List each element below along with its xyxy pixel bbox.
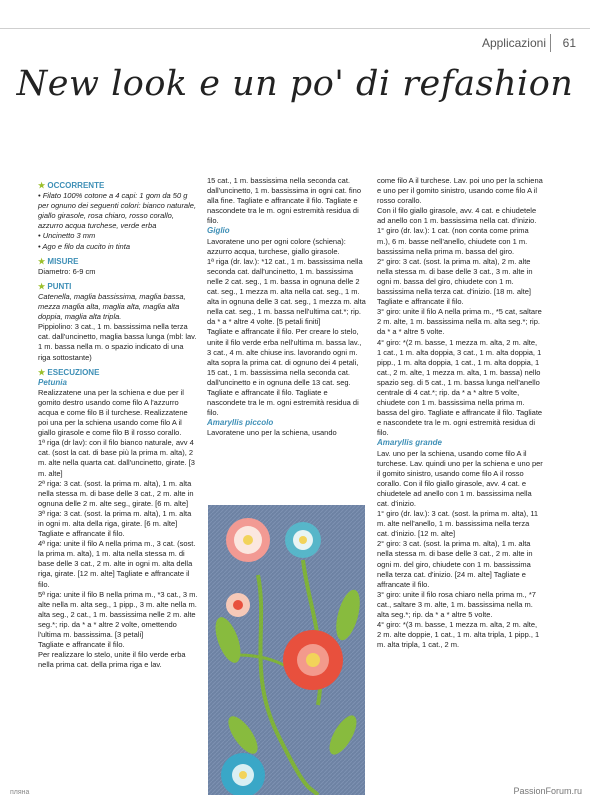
amaryllis-flower-icon [283, 630, 343, 690]
header-rule [0, 28, 590, 29]
paragraph: Lavoratene uno per ogni colore (schiena): azzurro acqua, turchese, giallo girasole. [207, 236, 346, 256]
column-3 [377, 176, 543, 650]
paragraph: 5ª riga: unite il filo B nella prima m., *3 cat., 3 m. alte nella m. alta seg., 1 pipp., 3 m. alte nella m. alta seg., 2 cat., 1 m. bassissima nelle 2 m. alte seg.*; rip. da * a * altre 2 volte, omettendo l'ultima m. bassissima. [3 petali] [38, 589, 198, 640]
paragraph: 1° giro (dr. lav.): 1 cat. (non conta come prima m.), 6 m. basse nell'anello, chiudete con 1 m. bassissima nella prima m. bassa del giro. [377, 226, 529, 256]
section-label: Applicazioni [481, 36, 546, 50]
footer-logo: пляна [10, 789, 30, 796]
header-separator [550, 34, 551, 52]
paragraph: Pippiolino: 3 cat., 1 m. bassissima nella terza cat. dall'uncinetto, maglia bassa lunga (mbl: lav. 1 m. bassa nella m. o spazio indicato di una riga sottostante) [38, 322, 197, 362]
column-1 [38, 176, 198, 670]
paragraph: 1ª riga (dr lav): con il filo bianco naturale, avv 4 cat. (sost la cat. di base più la prima m. alta), 2 m. alte nella quarta cat. dall'uncinetto, girate. [3 m. alte] [38, 438, 195, 478]
paragraph: 2ª riga: 3 cat. (sost. la prima m. alta), 1 m. alta nella stessa m. di base delle 3 cat., 2 m. alte in ognuna delle 2 m. alte seg., girate. [6 m. alte] [38, 478, 194, 508]
section-heading-text: PUNTI [47, 281, 72, 291]
lily-flower-icon [226, 593, 250, 617]
section-heading [38, 282, 198, 292]
paragraph: 1° giro (dr. lav.): 3 cat. (sost. la prima m. alta), 11 m. alte nell'anello, 1 m. bassissima nella terza cat. d'inizio. [12 m. alte] [377, 509, 539, 539]
paragraph: 4° giro: *(2 m. basse, 1 mezza m. alta, 2 m. alte, 1 cat., 1 m. alta doppia, 3 cat., 1 m. alta doppia, 1 pipp., 1 m. alta doppia, 1 cat., 1 m. alta doppia, 1 cat., 2 m. alte, 1 mezza m. alta, 1 m. bassa) nello spazio seg. di 5 cat., 1 m. bassa lunga nell'anello centrale di 4 cat.*; rip. da * a * altre 5 volte, chiudete con 1 m. bassissima nella prima m. bassa del giro. Tagliate e affrancate il filo. Tagliate e nascondete tra le m. ogni estremità residua di filo. [377, 337, 543, 438]
paragraph: 2° giro: 3 cat. (sost. la prima m. alta), 1 m. alta nella stessa m. di base delle 3 cat., 2 m. alte in ogni m. del giro, chiudete con 1 m. bassissima nella terza cat. d'inizio. [24 m. alte] Tagliate e affrancate il filo. [377, 539, 533, 589]
paragraph: Per realizzare lo stelo, unite il filo verde erba nella prima cat. della prima riga e lav. [38, 650, 186, 670]
subsection-heading: Amaryllis grande [377, 438, 442, 448]
paragraph: 4° giro: *(3 m. basse, 1 mezza m. alta, 2 m. alte, 2 m. alte doppie, 1 cat., 1 m. alta tripla, 1 pipp., 1 m. alta tripla, 1 cat., 2 m. [377, 620, 540, 650]
star-icon: ★ [38, 181, 48, 190]
paragraph: 3° giro: unite il filo rosa chiaro nella prima m., *7 cat., saltare 3 m. alte, 1 m. bassissima nella m. alta seg.*; rip. da * a * altre 5 volte. [377, 589, 536, 620]
paragraph: 1ª riga (dr. lav.): *12 cat., 1 m. bassissima nella seconda cat. dall'uncinetto, 1 m. bassissima nelle 2 cat. seg., 1 m. bassa in ognuna delle 2 cat. seg., 1 mezza m. alta nella cat. seg., 1 m. alta in ognuna delle 3 cat. seg., 1 mezza m. alta nella cat. seg., 1 m. bassa nell'ultima cat.*; rip. da * a * altre 4 volte. [5 petali finiti] [207, 256, 366, 327]
paragraph: come filo A il turchese. Lav. poi uno per la schiena e uno per il gomito sinistro, usando come filo A il rosso corallo. [377, 176, 543, 206]
paragraph: 3ª riga: 3 cat. (sost. la prima m. alta), 1 m. alta in ogni m. alta della riga, girate. [6 m. alte] Tagliate e affrancate il filo. [38, 508, 192, 539]
petunia-flower-icon [226, 518, 270, 562]
paragraph: 2° giro: 3 cat. (sost. la prima m. alta), 2 m. alte nella stessa m. di base delle 3 cat., 3 m. alte in ogni m. bassa del giro, chiudete con 1 m. bassissima nella terza cat. d'inizio. [18 m. alte] [377, 256, 533, 297]
paragraph: • Ago e filo da cucito in tinta [38, 241, 130, 251]
paragraph: Tagliate e affrancate il filo. [38, 640, 125, 650]
section-heading [38, 368, 198, 378]
lily-flower-icon [285, 522, 321, 558]
paragraph: 3° giro: unite il filo A nella prima m., *5 cat, saltare 2 m. alte, 1 m. bassissima nella m. alta seg.*; rip. da * a * altre 5 volte. [377, 307, 542, 337]
footer-watermark: PassionForum.ru [513, 786, 582, 796]
section-heading [38, 181, 198, 191]
petunia-flower-icon [221, 753, 265, 795]
subsection-heading: Giglio [207, 226, 230, 236]
paragraph: 15 cat., 1 m. bassissima nella seconda cat. dall'uncinetto, 1 m. bassissima in ogni cat. fino alla fine. Tagliate e affrancate il filo. Tagliate e nascondete tra le m. ogni estremità residua di filo. [207, 176, 362, 226]
section-heading-text: ESECUZIONE [47, 367, 100, 377]
star-icon: ★ [38, 256, 48, 266]
paragraph: Tagliate e affrancate il filo. [377, 297, 464, 307]
paragraph: 4ª riga: unite il filo A nella prima m., 3 cat. (sost. la prima m. alta), 1 m. alta nella stessa m. di base delle 3 cat., 2 m. alte in ogni m. alta della riga, girate. [12 m. alte] Tagliate e affrancate il filo. [38, 539, 196, 589]
column-2 [207, 176, 367, 438]
crochet-flowers-photo [208, 505, 365, 795]
paragraph: Catenella, maglia bassissima, maglia bassa, mezza maglia alta, maglia alta, maglia alta doppia, maglia alta tripla. [38, 291, 186, 322]
subsection-heading: Petunia [38, 377, 67, 387]
paragraph: Realizzatene una per la schiena e due per il gomito destro usando come filo A l'azzurro acqua e come filo B il turchese. Realizzatene poi una per la schiena usando come filo A il giallo girasole e come filo B il rosso corallo. [38, 387, 188, 438]
section-heading [38, 257, 198, 267]
paragraph: Lavoratene uno per la schiena, usando [207, 428, 337, 438]
page-title: New look e un po' di refashion [16, 64, 574, 104]
paragraph: Con il filo giallo girasole, avv. 4 cat. e chiudetele ad anello con 1 m. bassissima nella cat. d'inizio. [377, 206, 537, 226]
star-icon: ★ [38, 281, 48, 291]
star-icon: ★ [38, 367, 48, 377]
paragraph: • Uncinetto 3 mm [38, 231, 96, 241]
paragraph: Tagliate e affrancate il filo. Per creare lo stelo, unite il filo verde erba nell'ultima m. bassa lav., 3 cat., 4 m. alte chiuse ins. lavorando ogni m. alta sopra la prima cat. di ognuno dei 4 petali, 15 cat., 1 m. bassissima nella seconda cat. dall'uncinetto e in ognuna delle 13 cat. seg. Tagliate e affrancate il filo. Tagliate e nascondete tra le m. ogni estremità residua di filo. [207, 327, 362, 418]
denim-flowers-illustration [208, 505, 365, 795]
page-number: 61 [562, 36, 576, 50]
paragraph: • Filato 100% cotone a 4 capi: 1 gom da 50 g per ognuno dei seguenti colori: bianco naturale, giallo girasole, rosa chiaro, rosso corallo, azzurro acqua turchese, verde erba [38, 191, 197, 231]
subsection-heading: Amaryllis piccolo [207, 418, 274, 428]
section-heading-text: MISURE [47, 256, 79, 266]
paragraph: Lav. uno per la schiena, usando come filo A il turchese. Lav. quindi uno per la schiena e uno per il gomito sinistro, usando come filo A il rosso corallo. Con il filo giallo girasole, avv. 4 cat. e chiudetele ad anello con 1 m. bassissima nella cat. d'inizio. [377, 448, 543, 508]
paragraph: Diametro: 6-9 cm [38, 266, 96, 276]
section-heading-text: OCCORRENTE [47, 181, 105, 190]
